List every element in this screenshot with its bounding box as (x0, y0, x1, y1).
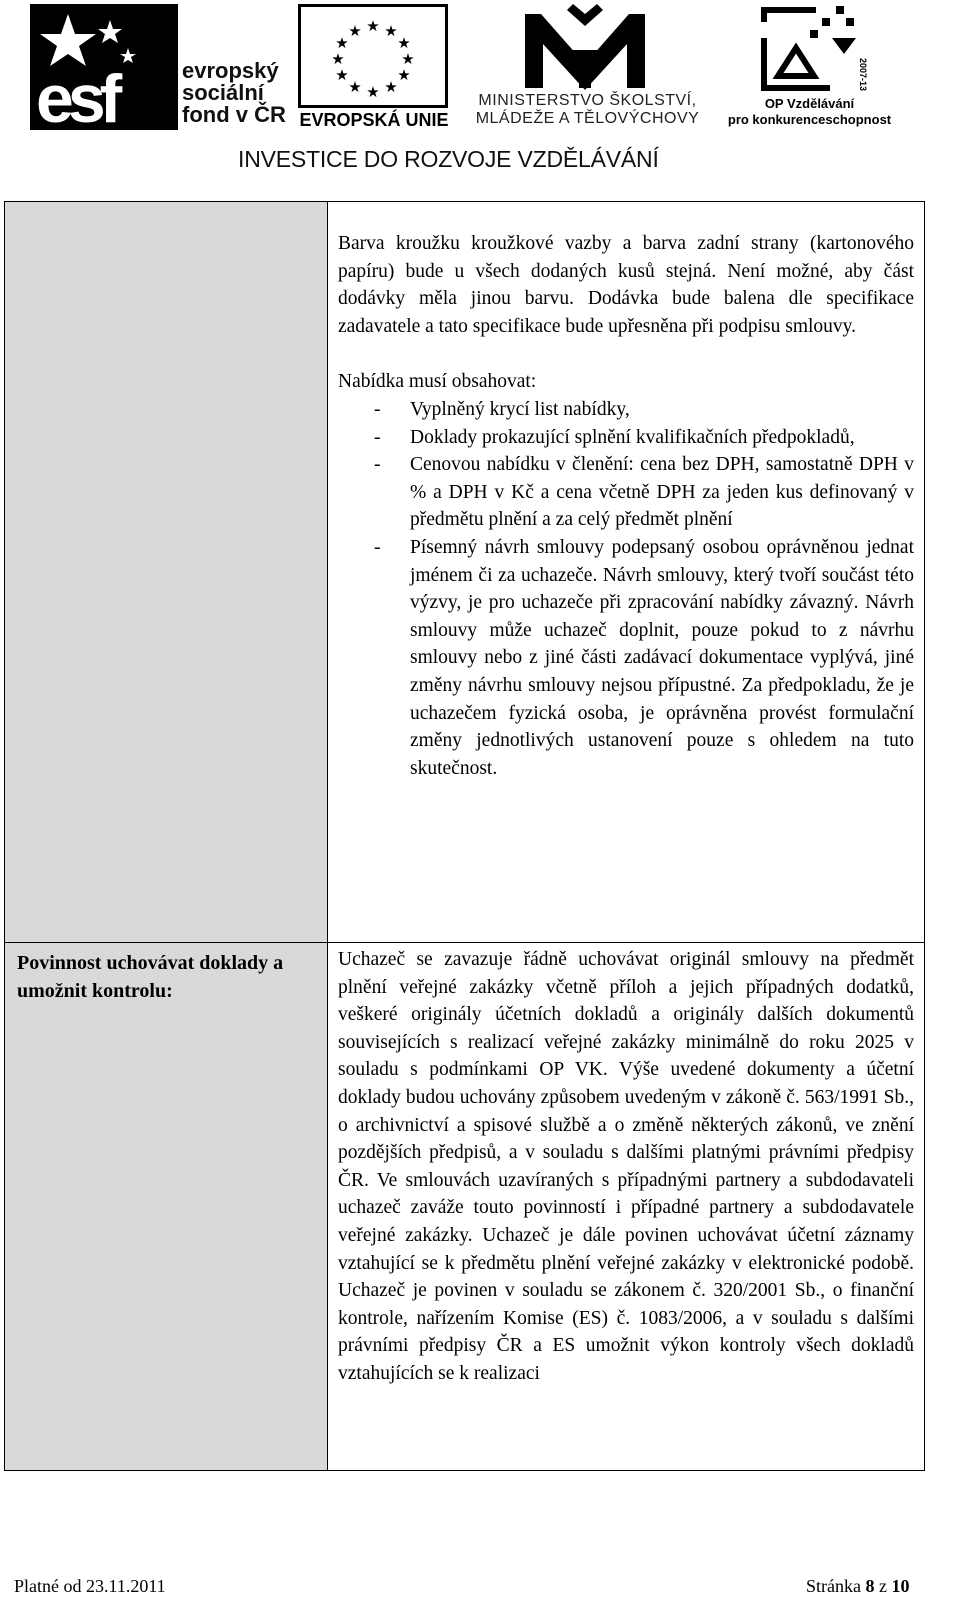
esf-logo (30, 4, 300, 137)
svg-text:★: ★ (335, 66, 349, 84)
list-item-text: Cenovou nabídku v členění: cena bez DPH, samostatně DPH v % a DPH v Kč a cena včetně DPH za jeden kus definovaný v předmětu plnění a za celý předmět plnění (410, 454, 914, 531)
svg-text:★: ★ (397, 34, 411, 52)
dash-marker: - (374, 454, 381, 476)
dash-marker: - (374, 426, 381, 448)
opvk-mark-icon (756, 2, 866, 92)
retention-paragraph: Uchazeč se zavazuje řádně uchovávat originál smlouvy na předmět plnění veřejné zakázky včetně příloh a jejich případných dodatků, veškeré originály účetních dokladů a originály dalších dokumentů souvisejících s realizací veřejné zakázky minimálně do roku 2025 v souladu s podmínkami OP VK. Výše uvedené dokumenty a účetní doklady budou uchovány způsobem uvedeným v zákoně č. 563/1991 Sb., o archivnictví a spisové službě a o změně některých zákonů, ve znění pozdějších předpisů, a v souladu s dalšími platnými právními předpisy ČR. Ve smlouvách uzavíraných s případnými partnery a subdodavateli uchazeč zaváže touto povinností i případné partnery a subdodavatele veřejné zakázky. Uchazeč je dále povinen uchovávat účetní záznamy vztahující se k předmětu plnění veřejné zakázky v elektronické podobě. Uchazeč je povinen v souladu se zákonem č. 320/2001 Sb., o finanční kontrole, nařízením Komise (ES) č. 1083/2006, a v souladu s dalšími právními předpisy ČR a ES umožnit výkon kontroly všech dokladů vztahujících se k realizaci (338, 949, 914, 1384)
footer-valid-from: Platné od 23.11.2011 (14, 1576, 166, 1596)
msmt-line-2: MLÁDEŽE A TĚLOVÝCHOVY (475, 110, 700, 127)
eu-flag-icon (298, 4, 448, 108)
svg-text:★: ★ (348, 78, 362, 96)
offer-list-intro: Nabídka musí obsahovat: (338, 371, 537, 393)
list-item (338, 396, 914, 424)
eu-logo (298, 4, 450, 132)
list-item-text: Doklady prokazující splnění kvalifikačních předpokladů, (410, 426, 855, 448)
delivery-paragraph: Barva kroužku kroužkové vazby a barva zadní strany (kartonového papíru) bude u všech dodaných kusů stejná. Není možné, aby část dodávky měla jinou barvu. Dodávka bude balena dle specifikace zadavatele a tato specifikace bude upřesněna při podpisu smlouvy. (338, 233, 914, 337)
retention-label: Povinnost uchovávat doklady a umožnit kontrolu: (17, 952, 284, 1002)
svg-text:★: ★ (397, 66, 411, 84)
list-item-text: Vyplněný krycí list nabídky, (410, 398, 630, 420)
opvk-logo (722, 2, 897, 132)
list-item (338, 534, 914, 782)
page-total: 10 (891, 1576, 910, 1596)
investice-banner: INVESTICE DO ROZVOJE VZDĚLÁVÁNÍ (238, 146, 659, 172)
svg-text:★: ★ (401, 50, 415, 68)
svg-text:★: ★ (384, 78, 398, 96)
dash-marker: - (374, 398, 381, 420)
content-cell (328, 943, 925, 1471)
svg-text:★: ★ (335, 34, 349, 52)
svg-text:★: ★ (384, 22, 398, 40)
logo-bar (0, 0, 960, 190)
msmt-mark-icon (523, 4, 647, 90)
content-body (328, 202, 924, 782)
svg-text:esf: esf (36, 61, 117, 137)
opvk-wordmark (722, 96, 897, 128)
svg-text:★: ★ (366, 17, 380, 35)
table-row (5, 202, 925, 943)
msmt-line-1: MINISTERSTVO ŠKOLSTVÍ, (478, 92, 697, 109)
svg-text:★: ★ (331, 50, 345, 68)
offer-requirements-list (338, 396, 914, 782)
msmt-wordmark (455, 92, 720, 128)
esf-mark-icon (30, 4, 178, 137)
content-body (328, 943, 924, 1388)
esf-wordmark (182, 60, 286, 126)
svg-text:★: ★ (366, 83, 380, 101)
label-cell-empty (5, 202, 328, 943)
opvk-line-2: pro konkurenceschopnost (727, 112, 892, 127)
opvk-line-1: OP Vzdělávání (764, 96, 855, 111)
content-cell (328, 202, 925, 943)
page-current: 8 (865, 1576, 875, 1596)
svg-text:★: ★ (348, 22, 362, 40)
esf-line-3: fond v ČR (182, 102, 286, 127)
page-prefix: Stránka (806, 1576, 861, 1596)
eu-label: EVROPSKÁ UNIE (299, 110, 449, 130)
esf-line-2: sociální (182, 80, 264, 105)
list-item (338, 451, 914, 534)
msmt-logo (455, 4, 720, 132)
page-of: z (878, 1576, 887, 1596)
footer-page-number (806, 1576, 909, 1597)
dash-marker: - (374, 536, 381, 558)
list-item (338, 424, 914, 452)
requirements-table (4, 201, 925, 1471)
esf-line-1: evropský (182, 58, 279, 83)
list-item-text: Písemný návrh smlouvy podepsaný osobou oprávněnou jednat jménem či za uchazeče. Návrh smlouvy, který tvoří součást této výzvy, je pro uchazeče při zpracování nabídky závazný. Návrh smlouvy může uchazeč doplnit, pouze pokud to z návrhu smlouvy nebo z jiné části zadávací dokumentace vyplývá, jiné změny návrhu smlouvy nejsou přípustné. Za předpokladu, že je uchazečem fyzická osoba, je oprávněna provést formulační změny jednotlivých ustanovení pouze s ohledem na tuto skutečnost. (410, 536, 914, 779)
label-cell (5, 943, 328, 1471)
opvk-year: 2007-13 (858, 58, 868, 92)
table-row (5, 943, 925, 1471)
